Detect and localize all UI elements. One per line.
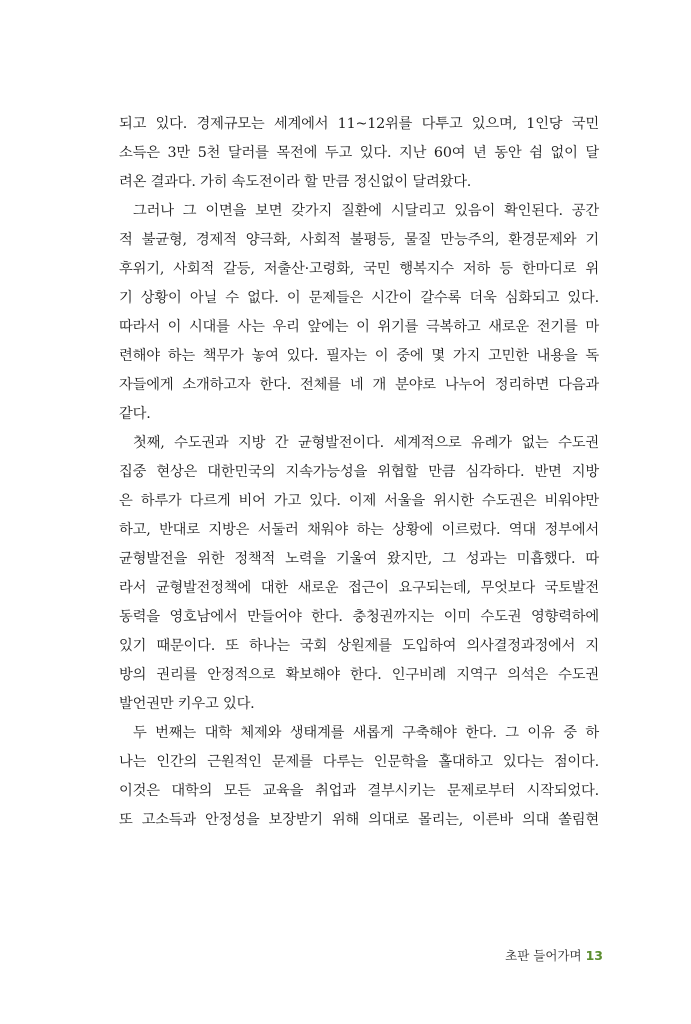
text-line: 균형발전을 위한 정책적 노력을 기울여 왔지만, 그 성과는 미흡했다. 따 bbox=[119, 551, 599, 567]
text-line: 라서 균형발전정책에 대한 새로운 접근이 요구되는데, 무엇보다 국토발전 bbox=[119, 580, 599, 596]
text-line: 집중 현상은 대한민국의 지속가능성을 위협할 만큼 심각하다. 반면 지방 bbox=[119, 464, 599, 480]
text-line: 이것은 대학의 모든 교육을 취업과 결부시키는 문제로부터 시작되었다. bbox=[119, 783, 599, 799]
text-line: 발언권만 키우고 있다. bbox=[119, 696, 255, 712]
text-line: 나는 인간의 근원적인 문제를 다루는 인문학을 홀대하고 있다는 점이다. bbox=[119, 754, 599, 770]
text-line: 자들에게 소개하고자 한다. 전체를 네 개 분야로 나누어 정리하면 다음과 bbox=[119, 377, 599, 393]
text-line: 따라서 이 시대를 사는 우리 앞에는 이 위기를 극복하고 새로운 전기를 마 bbox=[119, 319, 599, 335]
text-line: 려온 결과다. 가히 속도전이라 할 만큼 정신없이 달려왔다. bbox=[119, 174, 472, 190]
text-line: 방의 권리를 안정적으로 확보해야 한다. 인구비례 지역구 의석은 수도권 bbox=[119, 667, 599, 683]
text-line: 후위기, 사회적 갈등, 저출산·고령화, 국민 행복지수 저하 등 한마디로 위 bbox=[119, 261, 599, 277]
text-line: 하고, 반대로 지방은 서둘러 채워야 하는 상황에 이르렀다. 역대 정부에서 bbox=[119, 522, 599, 538]
page-footer bbox=[505, 946, 603, 964]
text-line: 있기 때문이다. 또 하나는 국회 상원제를 도입하여 의사결정과정에서 지 bbox=[119, 638, 599, 654]
text-line: 적 불균형, 경제적 양극화, 사회적 불평등, 물질 만능주의, 환경문제와 기 bbox=[119, 232, 599, 248]
text-line: 기 상황이 아닐 수 없다. 이 문제들은 시간이 갈수록 더욱 심화되고 있다. bbox=[119, 290, 599, 306]
paragraph-first-line: 첫째, 수도권과 지방 간 균형발전이다. 세계적으로 유례가 없는 수도권 bbox=[133, 435, 599, 451]
paragraph-first-line: 두 번째는 대학 체제와 생태계를 새롭게 구축해야 한다. 그 이유 중 하 bbox=[133, 725, 599, 741]
text-line: 은 하루가 다르게 비어 가고 있다. 이제 서울을 위시한 수도권은 비워야만 bbox=[119, 493, 599, 509]
text-line: 동력을 영호남에서 만들어야 한다. 충청권까지는 이미 수도권 영향력하에 bbox=[119, 609, 599, 625]
running-title: 초판 들어가며 bbox=[505, 948, 582, 963]
text-line: 되고 있다. 경제규모는 세계에서 11~12위를 다투고 있으며, 1인당 국민 bbox=[119, 116, 599, 132]
text-line: 련해야 하는 책무가 놓여 있다. 필자는 이 중에 몇 가지 고민한 내용을 독 bbox=[119, 348, 599, 364]
text-line: 같다. bbox=[119, 406, 151, 422]
page-number: 13 bbox=[585, 948, 603, 963]
text-line: 또 고소득과 안정성을 보장받기 위해 의대로 몰리는, 이른바 의대 쏠림현 bbox=[119, 812, 599, 828]
paragraph-first-line: 그러나 그 이면을 보면 갖가지 질환에 시달리고 있음이 확인된다. 공간 bbox=[133, 203, 599, 219]
text-line: 소득은 3만 5천 달러를 목전에 두고 있다. 지난 60여 년 동안 쉼 없이 달 bbox=[119, 145, 599, 161]
body-text bbox=[119, 110, 599, 835]
